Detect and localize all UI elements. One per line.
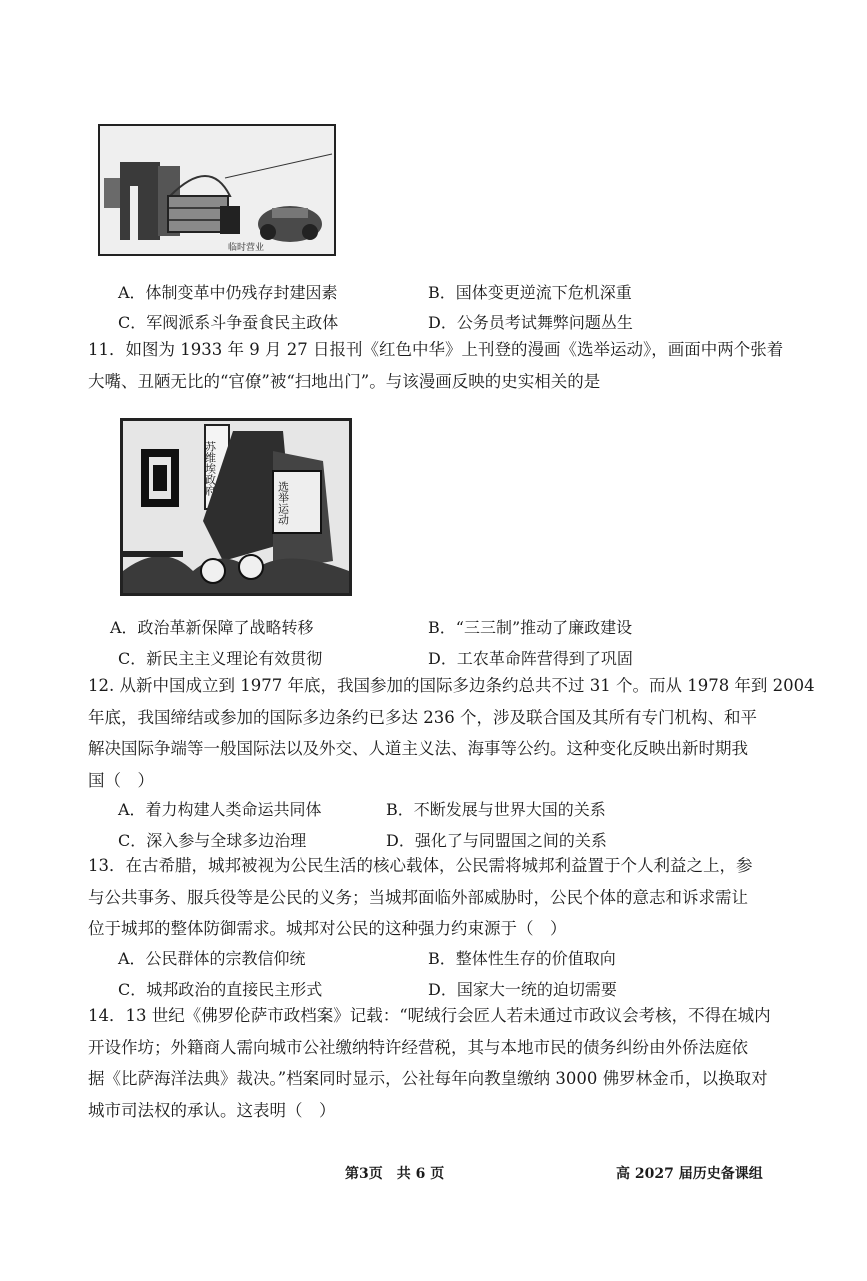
q13-options-row-1 [118, 946, 818, 976]
q14-line-3: 据《比萨海洋法典》裁决。”档案同时显示，公社每年向教皇缴纳 3000 佛罗林金币，以换取对 [88, 1069, 768, 1088]
footer-group-name: 高 2027 届历史备课组 [616, 1166, 763, 1182]
q10-option-c[interactable]: C．军阀派系斗争蚕食民主政体 [118, 313, 339, 332]
q11-line-2: 大嘴、丑陋无比的“官僚”被“扫地出门”。与该漫画反映的史实相关的是 [88, 371, 601, 391]
q10-cartoon-figure [98, 124, 336, 256]
q12-line-1: 12. 从新中国成立到 1977 年底，我国参加的国际多边条约总共不过 31 个。而从 1978 年到 2004 [88, 676, 815, 695]
q12-stem [88, 670, 815, 796]
q11-line-1: 11．如图为 1933 年 9 月 27 日报刊《红色中华》上刊登的漫画《选举运动》，画面中两个张着 [88, 340, 784, 359]
q13-stem [88, 850, 788, 945]
q12-option-b[interactable]: B．不断发展与世界大国的关系 [386, 800, 606, 819]
q12-option-c[interactable]: C．深入参与全球多边治理 [118, 831, 307, 850]
q13-option-c[interactable]: C．城邦政治的直接民主形式 [118, 980, 323, 999]
q12-line-2: 年底，我国缔结或参加的国际多边条约已多达 236 个，涉及联合国及其所有专门机构、和平 [88, 707, 757, 727]
q11-sign-label: 选举运动 [276, 481, 290, 525]
q14-line-1: 14．13 世纪《佛罗伦萨市政档案》记载：“呢绒行会匠人若未通过市政议会考核，不得在城内 [88, 1006, 771, 1025]
q11-option-a[interactable]: A．政治革新保障了战略转移 [110, 618, 314, 637]
q12-line-4: 国（ ） [88, 770, 154, 790]
q13-line-3: 位于城邦的整体防御需求。城邦对公民的这种强力约束源于（ ） [88, 919, 567, 938]
q12-line-3: 解决国际争端等一般国际法以及外交、人道主义法、海事等公约。这种变化反映出新时期我 [88, 739, 748, 758]
q11-cartoon-drawing [123, 421, 349, 593]
q10-cartoon-drawing [100, 126, 334, 254]
q13-option-b[interactable]: B．整体性生存的价值取向 [428, 949, 616, 968]
q10-options-row-1 [118, 280, 818, 310]
q11-option-b[interactable]: B．“三三制”推动了廉政建设 [428, 618, 633, 637]
q12-option-d[interactable]: D．强化了与同盟国之间的关系 [386, 831, 607, 850]
q14-stem [88, 1000, 788, 1126]
q11-options-row-1 [110, 615, 810, 645]
q13-option-a[interactable]: A．公民群体的宗教信仰统 [118, 949, 306, 968]
q13-line-1: 13．在古希腊，城邦被视为公民生活的核心载体，公民需将城邦利益置于个人利益之上，参 [88, 856, 753, 875]
q11-option-d[interactable]: D．工农革命阵营得到了巩固 [428, 649, 633, 668]
q13-option-d[interactable]: D．国家大一统的迫切需要 [428, 980, 617, 999]
q10-cartoon-caption: 临时营业 [228, 243, 265, 253]
q13-line-2: 与公共事务、服兵役等是公民的义务；当城邦面临外部威胁时，公民个体的意志和诉求需让 [88, 887, 748, 907]
q11-stem [88, 334, 788, 397]
q10-option-b[interactable]: B．国体变更逆流下危机深重 [428, 283, 632, 302]
q11-option-c[interactable]: C．新民主主义理论有效贯彻 [118, 649, 323, 668]
q11-cartoon-figure [120, 418, 352, 596]
q10-option-a[interactable]: A．体制变革中仍残存封建因素 [118, 283, 338, 302]
q12-options-row-1 [118, 797, 818, 827]
q11-banner-label: 苏维埃政府 [203, 441, 217, 496]
page-number: 第3页 共 6 页 [345, 1166, 445, 1182]
q14-line-2: 开设作坊；外籍商人需向城市公社缴纳特许经营税，其与本地市民的债务纠纷由外侨法庭依 [88, 1037, 748, 1057]
q12-option-a[interactable]: A．着力构建人类命运共同体 [118, 800, 322, 819]
q10-option-d[interactable]: D．公务员考试舞弊问题丛生 [428, 313, 633, 332]
q14-line-4: 城市司法权的承认。这表明（ ） [88, 1100, 336, 1120]
